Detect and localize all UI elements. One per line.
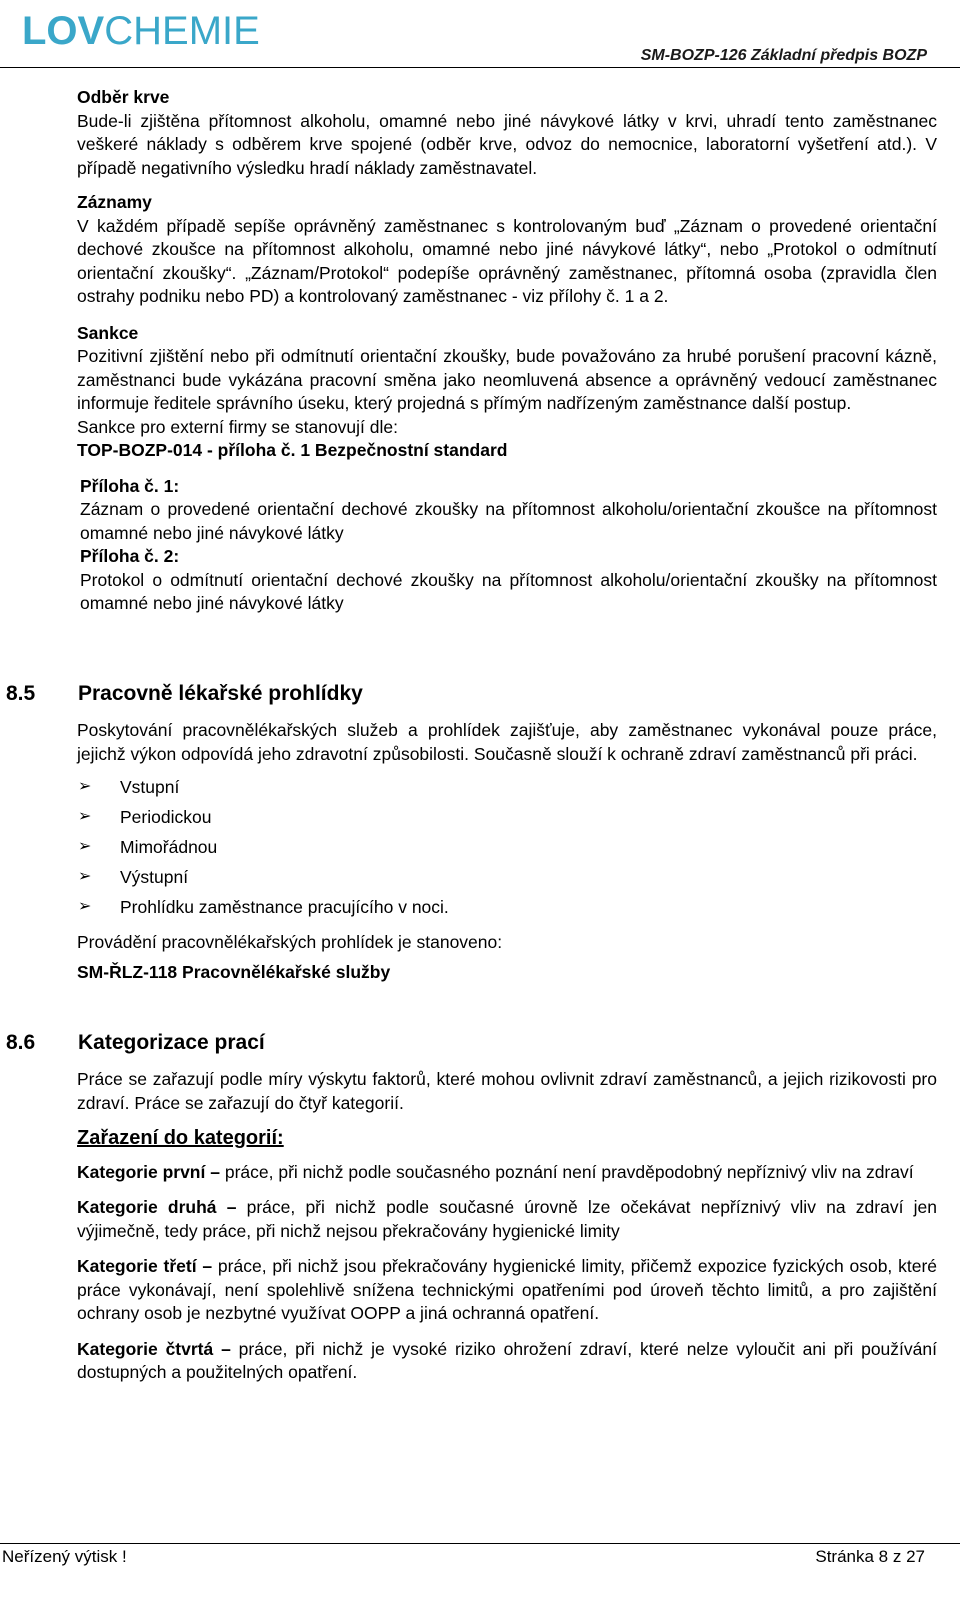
section-8-5-intro: Poskytování pracovnělékařských služeb a prohlídek zajišťuje, aby zaměstnanec vykonával pouze práce, jejichž výkon odpovídá jeho zdravotní způsobilosti. Současně slouží k ochraně zdraví zaměstnanců při práci. xyxy=(77,720,937,764)
list-item: ➢ Vstupní xyxy=(77,772,937,802)
header-divider xyxy=(0,67,960,68)
categories-subheading: Zařazení do kategorií: xyxy=(77,1127,284,1149)
list-item: ➢ Prohlídku zaměstnance pracujícího v noci. xyxy=(77,892,937,922)
attachment-2-text: Protokol o odmítnutí orientační dechové zkoušky na přítomnost alkoholu/orientační zkoušky na přítomnost omamné nebo jiné návykové látky xyxy=(80,569,937,613)
checkup-list xyxy=(77,772,937,922)
footer-page-number: Stránka 8 z 27 xyxy=(815,1547,925,1566)
zaznamy-text: V každém případě sepíše oprávněný zaměstnanec s kontrolovaným buď „Záznam o provedené orientační dechové zkoušce na přítomnost alkoholu, omamné nebo jiné návykové látky“, nebo „Protokol o odmítnutí orientační zkoušky“. „Záznam/Protokol“ podepíše oprávněný zaměstnanec, přítomná osoba (zpravidla člen ostrahy podniku nebo PD) a kontrolovaný zaměstnanec - viz přílohy č. 1 a 2. xyxy=(77,215,937,306)
section-8-6-body xyxy=(77,1068,937,1385)
section-number: 8.6 xyxy=(6,1031,36,1054)
section-title: Pracovně lékařské prohlídky xyxy=(78,682,363,705)
category-item: Kategorie třetí – práce, při nichž jsou překračovány hygienické limity, přičemž expozice fyzických osob, které práce vykonávají, není spolehlivě snížena technickými opatřeními pod úroveň těchto limitů, a pro zajištění ochrany osob je nezbytné využívat OOPP a jiná ochranná opatření. xyxy=(77,1256,937,1323)
arrow-bullet-icon: ➢ xyxy=(78,868,92,885)
list-item: ➢ Periodickou xyxy=(77,802,937,832)
page-header xyxy=(0,0,960,70)
arrow-bullet-icon: ➢ xyxy=(78,898,92,915)
checkup-reference: SM-ŘLZ-118 Pracovnělékařské služby xyxy=(77,961,391,982)
sankce-reference: TOP-BOZP-014 - příloha č. 1 Bezpečnostní standard xyxy=(77,440,508,460)
zaznamy-heading: Záznamy xyxy=(77,192,152,212)
company-logo xyxy=(22,8,260,54)
list-item: ➢ Výstupní xyxy=(77,862,937,892)
section-number: 8.5 xyxy=(6,682,36,705)
attachments xyxy=(77,475,937,616)
page-content xyxy=(77,73,937,616)
section-title: Kategorizace prací xyxy=(78,1031,265,1054)
arrow-bullet-icon: ➢ xyxy=(78,838,92,855)
section-8-5-heading xyxy=(6,681,363,707)
document-id: SM-BOZP-126 Základní předpis BOZP xyxy=(640,47,927,64)
sankce-heading: Sankce xyxy=(77,322,139,343)
section-8-6-heading xyxy=(6,1030,265,1056)
arrow-bullet-icon: ➢ xyxy=(78,778,92,795)
category-item: Kategorie druhá – práce, při nichž podle současné úrovně lze očekávat nepříznivý vliv na zdraví jen výjimečně, tedy práce, při nichž nejsou překračovány hygienické limity xyxy=(77,1197,937,1241)
sankce-text: Pozitivní zjištění nebo při odmítnutí orientační zkoušky, bude považováno za hrubé porušení pracovní kázně, zaměstnanci bude vykázána pracovní směna jako neomluvená absence a oprávněný vedoucí zaměstnanec informuje ředitele správního úseku, který projedná s přímým nadřízeným zaměstnance další postup. xyxy=(77,346,937,413)
attachment-1-label: Příloha č. 1: xyxy=(80,475,180,496)
sankce-external: Sankce pro externí firmy se stanovují dle: xyxy=(77,416,398,437)
section-8-6-intro: Práce se zařazují podle míry výskytu faktorů, které mohou ovlivnit zdraví zaměstnanců, a jejich rizikovosti pro zdraví. Práce se zařazují do čtyř kategorií. xyxy=(77,1069,937,1113)
list-item: ➢ Mimořádnou xyxy=(77,832,937,862)
arrow-bullet-icon: ➢ xyxy=(78,808,92,825)
checkup-reference-label: Provádění pracovnělékařských prohlídek je stanoveno: xyxy=(77,932,503,952)
footer-uncontrolled-copy: Neřízený výtisk ! xyxy=(2,1547,127,1566)
logo-text: LOVCHEMIE xyxy=(22,9,260,53)
attachment-2-label: Příloha č. 2: xyxy=(80,546,180,566)
category-item: Kategorie první – práce, při nichž podle současného poznání není pravděpodobný nepříznivý vliv na zdraví xyxy=(77,1161,914,1182)
odber-text: Bude-li zjištěna přítomnost alkoholu, omamné nebo jiné návykové látky v krvi, uhradí tento zaměstnanec veškeré náklady s odběrem krve spojené (odběr krve, odvoz do nemocnice, laboratorní vyšetření atd.). V případě negativního výsledku hradí náklady zaměstnavatel. xyxy=(77,110,937,178)
odber-heading: Odběr krve xyxy=(77,87,170,107)
footer-divider xyxy=(0,1543,960,1544)
section-8-5-body xyxy=(77,719,937,984)
category-item: Kategorie čtvrtá – práce, při nichž je vysoké riziko ohrožení zdraví, které nelze vyloučit ani při používání dostupných a použitelných opatření. xyxy=(77,1338,937,1382)
attachment-1-text: Záznam o provedené orientační dechové zkoušky na přítomnost alkoholu/orientační zkoušce na přítomnost omamné nebo jiné návykové látky xyxy=(80,499,937,543)
